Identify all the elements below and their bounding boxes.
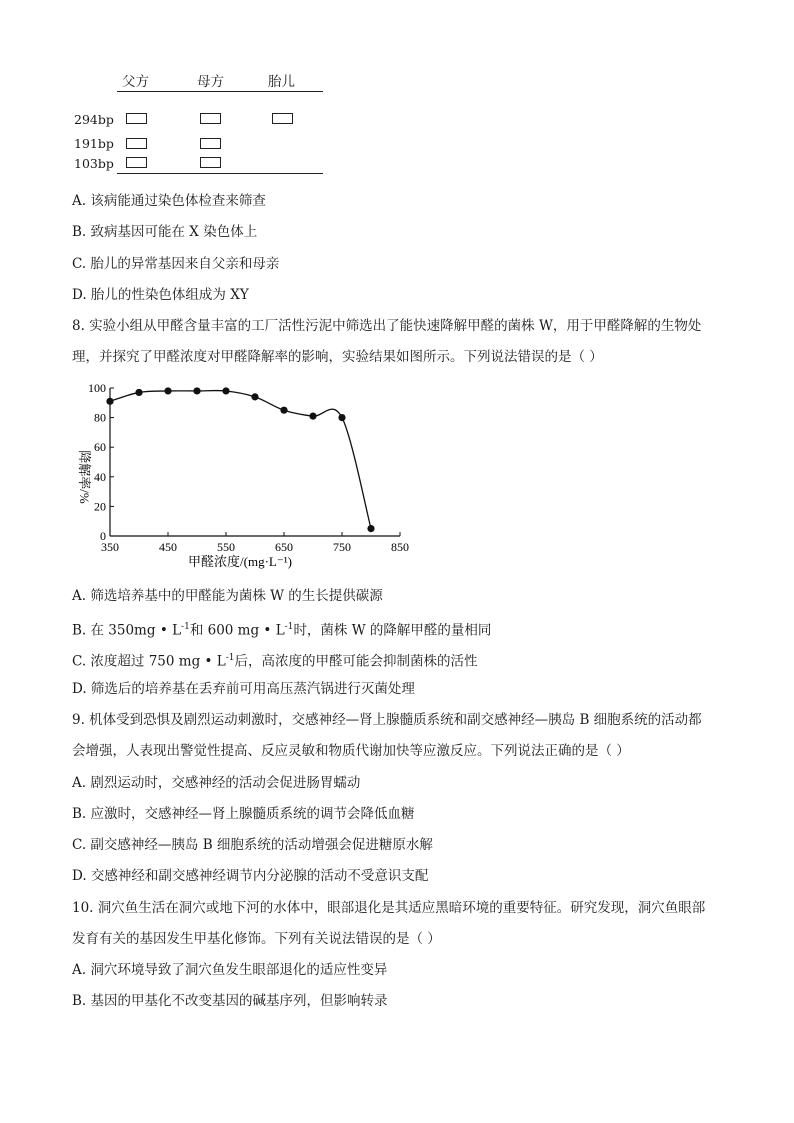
q8-option-d: D. 筛选后的培养基在丢弃前可用高压蒸汽锅进行灭菌处理 [72,681,415,697]
q10-stem-line-2: 发育有关的基因发生甲基化修饰。下列有关说法错误的是（ ） [72,931,441,947]
data-point [251,393,258,400]
x-tick-label: 750 [333,540,351,554]
band-father-294 [126,113,147,124]
x-axis-label: 甲醛浓度/(mg·L⁻¹) [188,554,292,569]
q9-option-a: A. 剧烈运动时，交感神经的活动会促进肠胃蠕动 [72,775,361,791]
y-axis-label: 降解率/% [77,450,92,504]
column-fetus: 胎儿 [268,74,295,90]
data-point [106,398,113,405]
q9-option-c: C. 副交感神经—胰岛 B 细胞系统的活动增强会促进糖原水解 [72,837,433,853]
data-point [367,525,374,532]
band-mother-191 [200,138,221,149]
chart-ticks [88,381,409,554]
data-point [309,413,316,420]
data-point [222,387,229,394]
q8-option-b: B. 在 350mg • $L^{-1}$和 600 mg • $L^{-1}$时，菌株 W 的降解甲醛的量相同 [72,622,492,639]
band-fetus-294 [272,113,293,124]
q9-option-b: B. 应激时，交感神经—肾上腺髓质系统的调节会降低血糖 [72,806,415,822]
q10-stem-line-1: 10. 洞穴鱼生活在洞穴或地下河的水体中，眼部退化是其适应黑暗环境的重要特征。研究发现，洞穴鱼眼部 [72,900,706,916]
data-point [135,389,142,396]
q10-option-a: A. 洞穴环境导致了洞穴鱼发生眼部退化的适应性变异 [72,962,388,978]
q7-option-a: A. 该病能通过染色体检查来筛查 [72,193,266,209]
table-bottom-rule [117,173,323,174]
data-point [338,414,345,421]
x-tick-label: 350 [101,540,119,554]
degradation-rate-chart [70,378,420,578]
chart-axes [110,388,400,536]
q9-stem-line-1: 9. 机体受到恐惧及剧烈运动刺激时，交感神经—肾上腺髓质系统和副交感神经—胰岛 B 细胞系统的活动都 [72,712,702,728]
x-tick-label: 550 [217,540,235,554]
q8-option-c: C. 浓度超过 750 mg • $L^{-1}$后，高浓度的甲醛可能会抑制菌株的活性 [72,653,478,670]
x-tick-label: 650 [275,540,293,554]
band-mother-103 [200,157,221,168]
row-label-191: 191bp [74,136,114,151]
column-father: 父方 [122,74,149,90]
row-label-103: 103bp [74,156,114,171]
data-point [164,387,171,394]
q7-option-d: D. 胎儿的性染色体组成为 XY [72,287,249,303]
y-tick-label: 20 [94,499,106,514]
y-tick-label: 0 [100,529,106,543]
q8-stem-line-1: 8. 实验小组从甲醛含量丰富的工厂活性污泥中筛选出了能快速降解甲醛的菌株 W，用于甲醛降解的生物处 [72,318,702,334]
band-father-191 [126,138,147,149]
q8-option-a: A. 筛选培养基中的甲醛能为菌株 W 的生长提供碳源 [72,588,383,604]
table-top-rule [117,91,323,92]
q9-stem-line-2: 会增强，人表现出警觉性提高、反应灵敏和物质代谢加快等应激反应。下列说法正确的是（ ） [72,743,630,759]
y-tick-label: 60 [94,440,106,455]
data-point [193,387,200,394]
row-label-294: 294bp [74,112,114,127]
q9-option-d: D. 交感神经和副交感神经调节内分泌腺的活动不受意识支配 [72,868,429,884]
data-point [280,407,287,414]
q7-option-b: B. 致病基因可能在 X 染色体上 [72,224,258,240]
series-line [110,391,371,529]
gel-figure [0,0,794,190]
x-tick-label: 450 [159,540,177,554]
x-tick-label: 850 [391,540,409,554]
band-father-103 [126,157,147,168]
column-mother: 母方 [197,74,224,90]
y-tick-label: 40 [94,469,106,484]
q7-option-c: C. 胎儿的异常基因来自父亲和母亲 [72,256,280,272]
y-tick-label: 80 [94,410,106,425]
q10-option-b: B. 基因的甲基化不改变基因的碱基序列，但影响转录 [72,993,388,1009]
y-tick-label: 100 [88,381,106,395]
band-mother-294 [200,113,221,124]
q8-stem-line-2: 理，并探究了甲醛浓度对甲醛降解率的影响，实验结果如图所示。下列说法错误的是（ ） [72,349,603,365]
